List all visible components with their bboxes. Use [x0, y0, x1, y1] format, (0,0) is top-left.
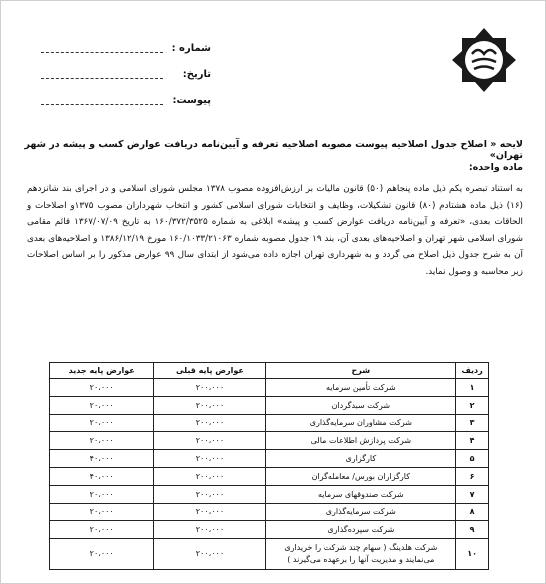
table-row	[50, 450, 489, 468]
row-number: ۱۰	[456, 539, 489, 570]
row-description: کارگزاری	[266, 450, 456, 468]
number-label: شماره :	[171, 43, 211, 54]
row-description: کارگزاران بورس/ معامله‌گران	[266, 467, 456, 485]
row-description: شرکت سپرده‌گذاری	[266, 521, 456, 539]
row-previous-fee: ۲۰۰،۰۰۰	[154, 503, 266, 521]
clause-heading: ماده واحده:	[468, 162, 523, 173]
table-row	[50, 467, 489, 485]
row-new-fee: ۲۰،۰۰۰	[50, 539, 154, 570]
header-previous-fee: عوارض پایه قبلی	[154, 363, 266, 379]
row-previous-fee: ۲۰۰،۰۰۰	[154, 521, 266, 539]
row-description: شرکت تأمین سرمایه	[266, 379, 456, 397]
table-row	[50, 503, 489, 521]
row-new-fee: ۲۰،۰۰۰	[50, 414, 154, 432]
row-number: ۶	[456, 467, 489, 485]
date-label: تاریخ:	[182, 69, 211, 80]
row-new-fee: ۴۰،۰۰۰	[50, 450, 154, 468]
row-new-fee: ۲۰،۰۰۰	[50, 379, 154, 397]
row-new-fee: ۲۰،۰۰۰	[50, 396, 154, 414]
table-row	[50, 521, 489, 539]
attachment-field	[41, 95, 211, 121]
row-description: شرکت صندوقهای سرمایه	[266, 485, 456, 503]
header-row-number: ردیف	[456, 363, 489, 379]
header-description: شرح	[266, 363, 456, 379]
row-number: ۸	[456, 503, 489, 521]
row-number: ۲	[456, 396, 489, 414]
number-field	[41, 43, 211, 69]
row-previous-fee: ۲۰۰،۰۰۰	[154, 432, 266, 450]
row-description: شرکت پردازش اطلاعات مالی	[266, 432, 456, 450]
row-previous-fee: ۲۰۰،۰۰۰	[154, 485, 266, 503]
row-number: ۴	[456, 432, 489, 450]
row-new-fee: ۲۰،۰۰۰	[50, 485, 154, 503]
row-new-fee: ۲۰،۰۰۰	[50, 521, 154, 539]
table-row	[50, 414, 489, 432]
letter-header-fields	[41, 43, 211, 121]
row-description: شرکت مشاوران سرمایه‌گذاری	[266, 414, 456, 432]
attachment-line	[41, 104, 163, 105]
table-row	[50, 396, 489, 414]
row-previous-fee: ۲۰۰،۰۰۰	[154, 396, 266, 414]
row-number: ۹	[456, 521, 489, 539]
row-number: ۷	[456, 485, 489, 503]
table-row	[50, 539, 489, 570]
table-row	[50, 432, 489, 450]
row-number: ۳	[456, 414, 489, 432]
table-header-row	[50, 363, 489, 379]
number-line	[41, 52, 163, 53]
row-description: شرکت سرمایه‌گذاری	[266, 503, 456, 521]
row-previous-fee: ۲۰۰،۰۰۰	[154, 450, 266, 468]
date-field	[41, 69, 211, 95]
row-previous-fee: ۲۰۰،۰۰۰	[154, 414, 266, 432]
row-previous-fee: ۲۰۰،۰۰۰	[154, 379, 266, 397]
row-description: شرکت سبدگردان	[266, 396, 456, 414]
row-new-fee: ۴۰،۰۰۰	[50, 467, 154, 485]
fees-table	[49, 362, 489, 570]
row-number: ۵	[456, 450, 489, 468]
attachment-label: پیوست:	[172, 95, 211, 106]
row-previous-fee: ۲۰۰،۰۰۰	[154, 467, 266, 485]
row-previous-fee: ۲۰۰،۰۰۰	[154, 539, 266, 570]
table-row	[50, 379, 489, 397]
date-line	[41, 78, 163, 79]
row-description: شرکت هلدینگ ( سهام چند شرکت را خریداری می‌نمایند و مدیریت آنها را برعهده می‌گیرند )	[266, 539, 456, 570]
row-new-fee: ۲۰،۰۰۰	[50, 432, 154, 450]
row-number: ۱	[456, 379, 489, 397]
document-body: به استناد تبصره یکم ذیل ماده پنجاهم (۵۰) قانون مالیات بر ارزش‌افزوده مصوب ۱۳۷۸ مجلس شورای اسلامی و در اجرای بند شانزدهم (۱۶) ذیل ماده هشتادم (۸۰) قانون تشکیلات، وظایف و انتخابات شورای اسلامی کشور و انتخاب شهرداران مصوب ۱۳۷۵و اصلاحات و الحاقات بعدی، «تعرفه و آیین‌نامه دریافت عوارض کسب و پیشه» ابلاغی به شماره ۱۶۰/۳۷۲/۳۵۲۵ به تاریخ ۱۳۶۷/۰۷/۰۹ قائم مقامی شورای اسلامی شهر تهران و اصلاحیه‌های بعدی آن، بند ۱۹ جدول مصوبه شماره ۱۶۰/۱۰۳۳/۲۱۰۶۳ مورخ ۱۳۸۶/۱۲/۱۹ و اصلاحیه‌های بعدی آن به شرح جدول ذیل اصلاح می گردد و به شهرداری تهران اجازه داده می‌شود از ابتدای سال ۹۹ عوارض مذکور را بر اساس اصلاحات زیر محاسبه و وصول نماید.	[27, 184, 524, 277]
row-new-fee: ۲۰،۰۰۰	[50, 503, 154, 521]
document-title: لایحه « اصلاح جدول اصلاحیه پیوست مصوبه اصلاحیه تعرفه و آیین‌نامه دریافت عوارض کسب و پیشه در شهر تهران»	[24, 139, 523, 161]
header-new-fee: عوارض پایه جدید	[50, 363, 154, 379]
table-row	[50, 485, 489, 503]
municipality-logo	[449, 25, 519, 95]
